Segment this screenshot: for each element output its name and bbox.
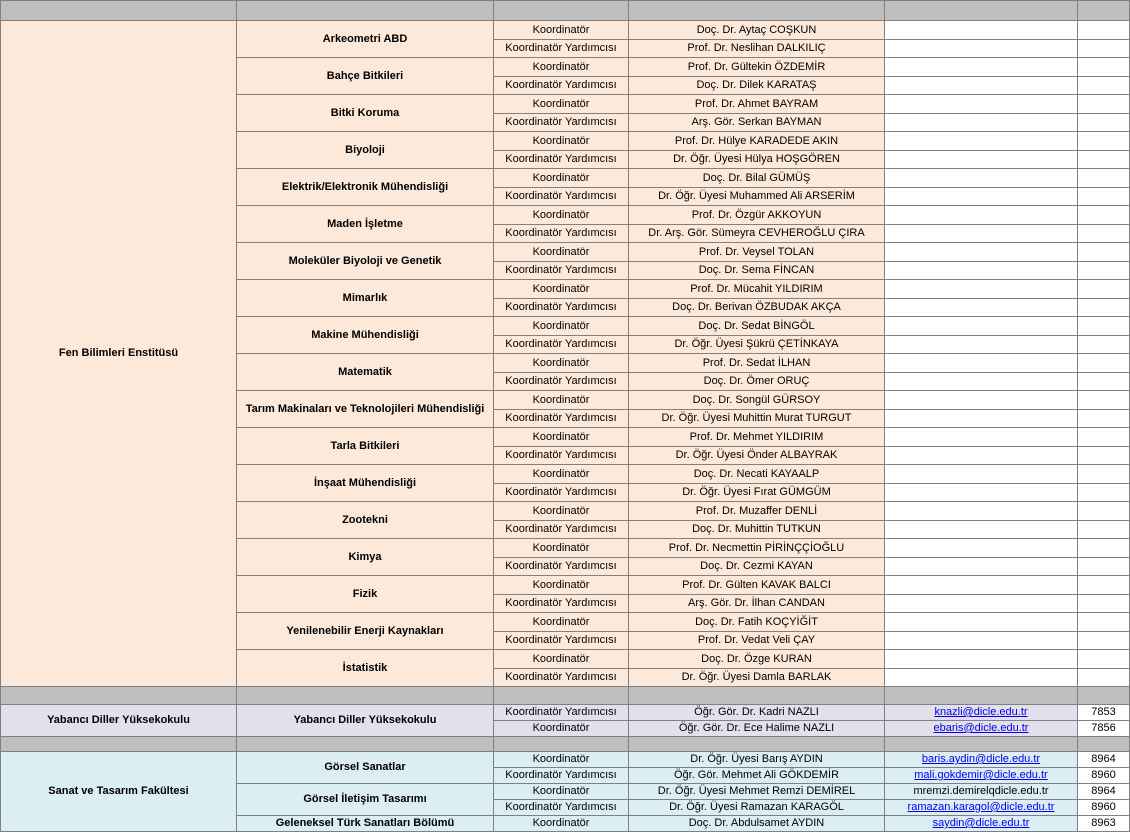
department-name-cell[interactable]: İstatistik [237, 650, 494, 687]
role-cell[interactable]: Koordinatör Yardımcısı [494, 188, 629, 206]
email-cell[interactable] [885, 595, 1078, 613]
phone-cell[interactable] [1078, 95, 1130, 114]
email-cell[interactable] [885, 521, 1078, 539]
cell[interactable] [494, 687, 629, 705]
phone-cell[interactable] [1078, 632, 1130, 650]
phone-cell[interactable] [1078, 132, 1130, 151]
phone-cell[interactable] [1078, 391, 1130, 410]
role-cell[interactable]: Koordinatör [494, 784, 629, 800]
phone-cell[interactable] [1078, 40, 1130, 58]
phone-cell[interactable] [1078, 373, 1130, 391]
department-name-cell[interactable]: Fizik [237, 576, 494, 613]
email-cell[interactable] [885, 299, 1078, 317]
role-cell[interactable]: Koordinatör [494, 539, 629, 558]
role-cell[interactable]: Koordinatör Yardımcısı [494, 800, 629, 816]
role-cell[interactable]: Koordinatör [494, 502, 629, 521]
email-link[interactable]: saydin@dicle.edu.tr [885, 816, 1078, 832]
email-cell[interactable] [885, 632, 1078, 650]
person-cell[interactable]: Dr. Öğr. Üyesi Şükrü ÇETİNKAYA [629, 336, 885, 354]
person-cell[interactable]: Öğr. Gör. Dr. Ece Halime NAZLI [629, 721, 885, 737]
person-cell[interactable]: Doç. Dr. Sedat BİNGÖL [629, 317, 885, 336]
role-cell[interactable]: Koordinatör [494, 354, 629, 373]
email-cell[interactable] [885, 354, 1078, 373]
person-cell[interactable]: Doç. Dr. Özge KURAN [629, 650, 885, 669]
role-cell[interactable]: Koordinatör [494, 58, 629, 77]
person-cell[interactable]: Prof. Dr. Özgür AKKOYUN [629, 206, 885, 225]
role-cell[interactable]: Koordinatör [494, 613, 629, 632]
department-name-cell[interactable]: Elektrik/Elektronik Mühendisliği [237, 169, 494, 206]
phone-cell[interactable] [1078, 58, 1130, 77]
person-cell[interactable]: Dr. Öğr. Üyesi Damla BARLAK [629, 669, 885, 687]
role-cell[interactable]: Koordinatör Yardımcısı [494, 77, 629, 95]
email-cell[interactable] [885, 77, 1078, 95]
phone-cell[interactable] [1078, 410, 1130, 428]
cell[interactable] [629, 687, 885, 705]
email-cell[interactable] [885, 484, 1078, 502]
person-cell[interactable]: Dr. Arş. Gör. Sümeyra CEVHEROĞLU ÇIRA [629, 225, 885, 243]
cell[interactable] [885, 687, 1078, 705]
role-cell[interactable]: Koordinatör Yardımcısı [494, 669, 629, 687]
person-cell[interactable]: Prof. Dr. Hülye KARADEDE AKIN [629, 132, 885, 151]
department-name-cell[interactable]: Görsel İletişim Tasarımı [237, 784, 494, 816]
person-cell[interactable]: Dr. Öğr. Üyesi Fırat GÜMGÜM [629, 484, 885, 502]
role-cell[interactable]: Koordinatör Yardımcısı [494, 521, 629, 539]
role-cell[interactable]: Koordinatör Yardımcısı [494, 410, 629, 428]
role-cell[interactable]: Koordinatör Yardımcısı [494, 595, 629, 613]
phone-cell[interactable] [1078, 299, 1130, 317]
phone-cell[interactable] [1078, 576, 1130, 595]
person-cell[interactable]: Doç. Dr. Aytaç COŞKUN [629, 21, 885, 40]
role-cell[interactable]: Koordinatör [494, 132, 629, 151]
phone-cell[interactable] [1078, 428, 1130, 447]
role-cell[interactable]: Koordinatör Yardımcısı [494, 40, 629, 58]
phone-cell[interactable] [1078, 354, 1130, 373]
department-name-cell[interactable]: Matematik [237, 354, 494, 391]
department-name-cell[interactable]: İnşaat Mühendisliği [237, 465, 494, 502]
email-cell[interactable] [885, 669, 1078, 687]
table-body [1, 1, 1130, 832]
faculty-name-cell[interactable]: Fen Bilimleri Enstitüsü [1, 21, 237, 687]
role-cell[interactable]: Koordinatör [494, 752, 629, 768]
role-cell[interactable]: Koordinatör [494, 243, 629, 262]
person-cell[interactable]: Prof. Dr. Mücahit YILDIRIM [629, 280, 885, 299]
phone-cell[interactable] [1078, 151, 1130, 169]
email-link[interactable]: mali.gokdemir@dicle.edu.tr [885, 768, 1078, 784]
email-cell[interactable] [885, 576, 1078, 595]
table-row [1, 705, 1130, 721]
role-cell[interactable]: Koordinatör [494, 816, 629, 832]
email-cell[interactable] [885, 151, 1078, 169]
role-cell[interactable]: Koordinatör [494, 206, 629, 225]
department-name-cell[interactable]: Biyoloji [237, 132, 494, 169]
email-cell[interactable] [885, 206, 1078, 225]
person-cell[interactable]: Prof. Dr. Sedat İLHAN [629, 354, 885, 373]
phone-cell[interactable] [1078, 613, 1130, 632]
email-cell[interactable] [885, 58, 1078, 77]
department-name-cell[interactable]: Maden İşletme [237, 206, 494, 243]
cell[interactable] [629, 737, 885, 752]
person-cell[interactable]: Prof. Dr. Necmettin PİRİNÇÇİOĞLU [629, 539, 885, 558]
email-cell[interactable] [885, 650, 1078, 669]
person-cell[interactable]: Dr. Öğr. Üyesi Barış AYDIN [629, 752, 885, 768]
role-cell[interactable]: Koordinatör [494, 428, 629, 447]
faculty-name-cell[interactable]: Yabancı Diller Yüksekokulu [1, 705, 237, 737]
role-cell[interactable]: Koordinatör [494, 465, 629, 484]
role-cell[interactable]: Koordinatör Yardımcısı [494, 632, 629, 650]
email-cell[interactable] [885, 40, 1078, 58]
person-cell[interactable]: Doç. Dr. Bilal GÜMÜŞ [629, 169, 885, 188]
cell[interactable] [1, 687, 237, 705]
email-link[interactable]: baris.aydin@dicle.edu.tr [885, 752, 1078, 768]
section-separator [1, 687, 1130, 705]
email-cell[interactable] [885, 558, 1078, 576]
phone-cell[interactable]: 8963 [1078, 816, 1130, 832]
department-name-cell[interactable]: Bahçe Bitkileri [237, 58, 494, 95]
person-cell[interactable]: Prof. Dr. Neslihan DALKILIÇ [629, 40, 885, 58]
email-cell[interactable] [885, 373, 1078, 391]
department-name-cell[interactable]: Mimarlık [237, 280, 494, 317]
email-cell[interactable] [885, 188, 1078, 206]
role-cell[interactable]: Koordinatör [494, 21, 629, 40]
department-name-cell[interactable]: Kimya [237, 539, 494, 576]
role-cell[interactable]: Koordinatör [494, 317, 629, 336]
role-cell[interactable]: Koordinatör Yardımcısı [494, 373, 629, 391]
role-cell[interactable]: Koordinatör Yardımcısı [494, 484, 629, 502]
email-cell[interactable] [885, 502, 1078, 521]
email-cell[interactable] [885, 169, 1078, 188]
role-cell[interactable]: Koordinatör Yardımcısı [494, 447, 629, 465]
cell[interactable] [1, 737, 237, 752]
phone-cell[interactable] [1078, 21, 1130, 40]
email-cell[interactable] [885, 280, 1078, 299]
person-cell[interactable]: Doç. Dr. Necati KAYAALP [629, 465, 885, 484]
person-cell[interactable]: Dr. Öğr. Üyesi Önder ALBAYRAK [629, 447, 885, 465]
person-cell[interactable]: Doç. Dr. Fatih KOÇYİĞİT [629, 613, 885, 632]
person-cell[interactable]: Prof. Dr. Muzaffer DENLİ [629, 502, 885, 521]
email-cell[interactable] [885, 114, 1078, 132]
phone-cell[interactable] [1078, 336, 1130, 354]
email-cell[interactable] [885, 336, 1078, 354]
phone-cell[interactable] [1078, 243, 1130, 262]
faculty-name-cell[interactable]: Sanat ve Tasarım Fakültesi [1, 752, 237, 832]
email-link[interactable]: knazli@dicle.edu.tr [885, 705, 1078, 721]
cell[interactable] [1078, 1, 1130, 21]
cell[interactable] [1078, 737, 1130, 752]
department-name-cell[interactable]: Geleneksel Türk Sanatları Bölümü [237, 816, 494, 832]
person-cell[interactable]: Doç. Dr. Ömer ORUÇ [629, 373, 885, 391]
department-name-cell[interactable]: Bitki Koruma [237, 95, 494, 132]
role-cell[interactable]: Koordinatör [494, 169, 629, 188]
role-cell[interactable]: Koordinatör Yardımcısı [494, 299, 629, 317]
email-cell[interactable] [885, 447, 1078, 465]
person-cell[interactable]: Prof. Dr. Mehmet YILDIRIM [629, 428, 885, 447]
phone-cell[interactable] [1078, 465, 1130, 484]
phone-cell[interactable] [1078, 262, 1130, 280]
phone-cell[interactable]: 7856 [1078, 721, 1130, 737]
email-cell[interactable] [885, 317, 1078, 336]
department-name-cell[interactable]: Görsel Sanatlar [237, 752, 494, 784]
email-cell[interactable] [885, 391, 1078, 410]
cell[interactable] [1, 1, 237, 21]
phone-cell[interactable]: 8964 [1078, 752, 1130, 768]
phone-cell[interactable] [1078, 225, 1130, 243]
role-cell[interactable]: Koordinatör Yardımcısı [494, 768, 629, 784]
person-cell[interactable]: Prof. Dr. Gülten KAVAK BALCI [629, 576, 885, 595]
role-cell[interactable]: Koordinatör Yardımcısı [494, 151, 629, 169]
phone-cell[interactable] [1078, 484, 1130, 502]
department-name-cell[interactable]: Yabancı Diller Yüksekokulu [237, 705, 494, 737]
person-cell[interactable]: Prof. Dr. Veysel TOLAN [629, 243, 885, 262]
role-cell[interactable]: Koordinatör Yardımcısı [494, 114, 629, 132]
person-cell[interactable]: Prof. Dr. Vedat Veli ÇAY [629, 632, 885, 650]
role-cell[interactable]: Koordinatör [494, 391, 629, 410]
person-cell[interactable]: Doç. Dr. Dilek KARATAŞ [629, 77, 885, 95]
phone-cell[interactable] [1078, 669, 1130, 687]
email-cell[interactable] [885, 225, 1078, 243]
email-cell[interactable] [885, 539, 1078, 558]
phone-cell[interactable] [1078, 317, 1130, 336]
role-cell[interactable]: Koordinatör [494, 650, 629, 669]
role-cell[interactable]: Koordinatör Yardımcısı [494, 262, 629, 280]
cell[interactable] [629, 1, 885, 21]
section-separator [1, 737, 1130, 752]
phone-cell[interactable] [1078, 206, 1130, 225]
email-cell[interactable] [885, 21, 1078, 40]
phone-cell[interactable] [1078, 188, 1130, 206]
phone-cell[interactable] [1078, 650, 1130, 669]
phone-cell[interactable]: 8960 [1078, 800, 1130, 816]
person-cell[interactable]: Doç. Dr. Muhittin TUTKUN [629, 521, 885, 539]
email-cell[interactable] [885, 613, 1078, 632]
role-cell[interactable]: Koordinatör Yardımcısı [494, 558, 629, 576]
person-cell[interactable]: Doç. Dr. Sema FİNCAN [629, 262, 885, 280]
cell[interactable] [494, 737, 629, 752]
cell[interactable] [237, 687, 494, 705]
department-name-cell[interactable]: Zootekni [237, 502, 494, 539]
email-cell[interactable] [885, 132, 1078, 151]
section-separator [1, 1, 1130, 21]
email-cell[interactable] [885, 428, 1078, 447]
department-name-cell[interactable]: Tarla Bitkileri [237, 428, 494, 465]
cell[interactable] [237, 737, 494, 752]
person-cell[interactable]: Dr. Öğr. Üyesi Mehmet Remzi DEMİREL [629, 784, 885, 800]
role-cell[interactable]: Koordinatör Yardımcısı [494, 336, 629, 354]
role-cell[interactable]: Koordinatör [494, 280, 629, 299]
phone-cell[interactable] [1078, 169, 1130, 188]
phone-cell[interactable] [1078, 502, 1130, 521]
person-cell[interactable]: Doç. Dr. Berivan ÖZBUDAK AKÇA [629, 299, 885, 317]
role-cell[interactable]: Koordinatör [494, 95, 629, 114]
department-name-cell[interactable]: Arkeometri ABD [237, 21, 494, 58]
cell[interactable] [885, 1, 1078, 21]
department-name-cell[interactable]: Tarım Makinaları ve Teknolojileri Mühendisliği [237, 391, 494, 428]
person-cell[interactable]: Doç. Dr. Abdulsamet AYDIN [629, 816, 885, 832]
person-cell[interactable]: Arş. Gör. Dr. İlhan CANDAN [629, 595, 885, 613]
person-cell[interactable]: Doç. Dr. Songül GÜRSOY [629, 391, 885, 410]
email-cell[interactable] [885, 262, 1078, 280]
cell[interactable] [1078, 687, 1130, 705]
phone-cell[interactable] [1078, 280, 1130, 299]
phone-cell[interactable] [1078, 595, 1130, 613]
role-cell[interactable]: Koordinatör [494, 576, 629, 595]
cell[interactable] [885, 737, 1078, 752]
phone-cell[interactable]: 8964 [1078, 784, 1130, 800]
role-cell[interactable]: Koordinatör Yardımcısı [494, 225, 629, 243]
department-name-cell[interactable]: Makine Mühendisliği [237, 317, 494, 354]
person-cell[interactable]: Dr. Öğr. Üyesi Muhammed Ali ARSERİM [629, 188, 885, 206]
person-cell[interactable]: Öğr. Gör. Mehmet Ali GÖKDEMİR [629, 768, 885, 784]
email-cell[interactable] [885, 95, 1078, 114]
email-cell[interactable] [885, 410, 1078, 428]
cell[interactable] [494, 1, 629, 21]
email-cell[interactable] [885, 465, 1078, 484]
table-row [1, 752, 1130, 768]
phone-cell[interactable] [1078, 114, 1130, 132]
email-link[interactable]: ramazan.karagol@dicle.edu.tr [885, 800, 1078, 816]
person-cell[interactable]: Dr. Öğr. Üyesi Ramazan KARAGÖL [629, 800, 885, 816]
phone-cell[interactable]: 7853 [1078, 705, 1130, 721]
department-name-cell[interactable]: Yenilenebilir Enerji Kaynakları [237, 613, 494, 650]
phone-cell[interactable] [1078, 558, 1130, 576]
person-cell[interactable]: Dr. Öğr. Üyesi Muhittin Murat TURGUT [629, 410, 885, 428]
person-cell[interactable]: Doç. Dr. Cezmi KAYAN [629, 558, 885, 576]
phone-cell[interactable]: 8960 [1078, 768, 1130, 784]
department-name-cell[interactable]: Moleküler Biyoloji ve Genetik [237, 243, 494, 280]
table-row [1, 21, 1130, 40]
email-link[interactable]: ebaris@dicle.edu.tr [885, 721, 1078, 737]
phone-cell[interactable] [1078, 521, 1130, 539]
person-cell[interactable]: Öğr. Gör. Dr. Kadri NAZLI [629, 705, 885, 721]
role-cell[interactable]: Koordinatör [494, 721, 629, 737]
role-cell[interactable]: Koordinatör Yardımcısı [494, 705, 629, 721]
person-cell[interactable]: Dr. Öğr. Üyesi Hülya HOŞGÖREN [629, 151, 885, 169]
phone-cell[interactable] [1078, 539, 1130, 558]
phone-cell[interactable] [1078, 447, 1130, 465]
phone-cell[interactable] [1078, 77, 1130, 95]
cell[interactable] [237, 1, 494, 21]
person-cell[interactable]: Arş. Gör. Serkan BAYMAN [629, 114, 885, 132]
email-link[interactable]: mremzi.demirelqdicle.edu.tr [885, 784, 1078, 800]
person-cell[interactable]: Prof. Dr. Gültekin ÖZDEMİR [629, 58, 885, 77]
email-cell[interactable] [885, 243, 1078, 262]
person-cell[interactable]: Prof. Dr. Ahmet BAYRAM [629, 95, 885, 114]
